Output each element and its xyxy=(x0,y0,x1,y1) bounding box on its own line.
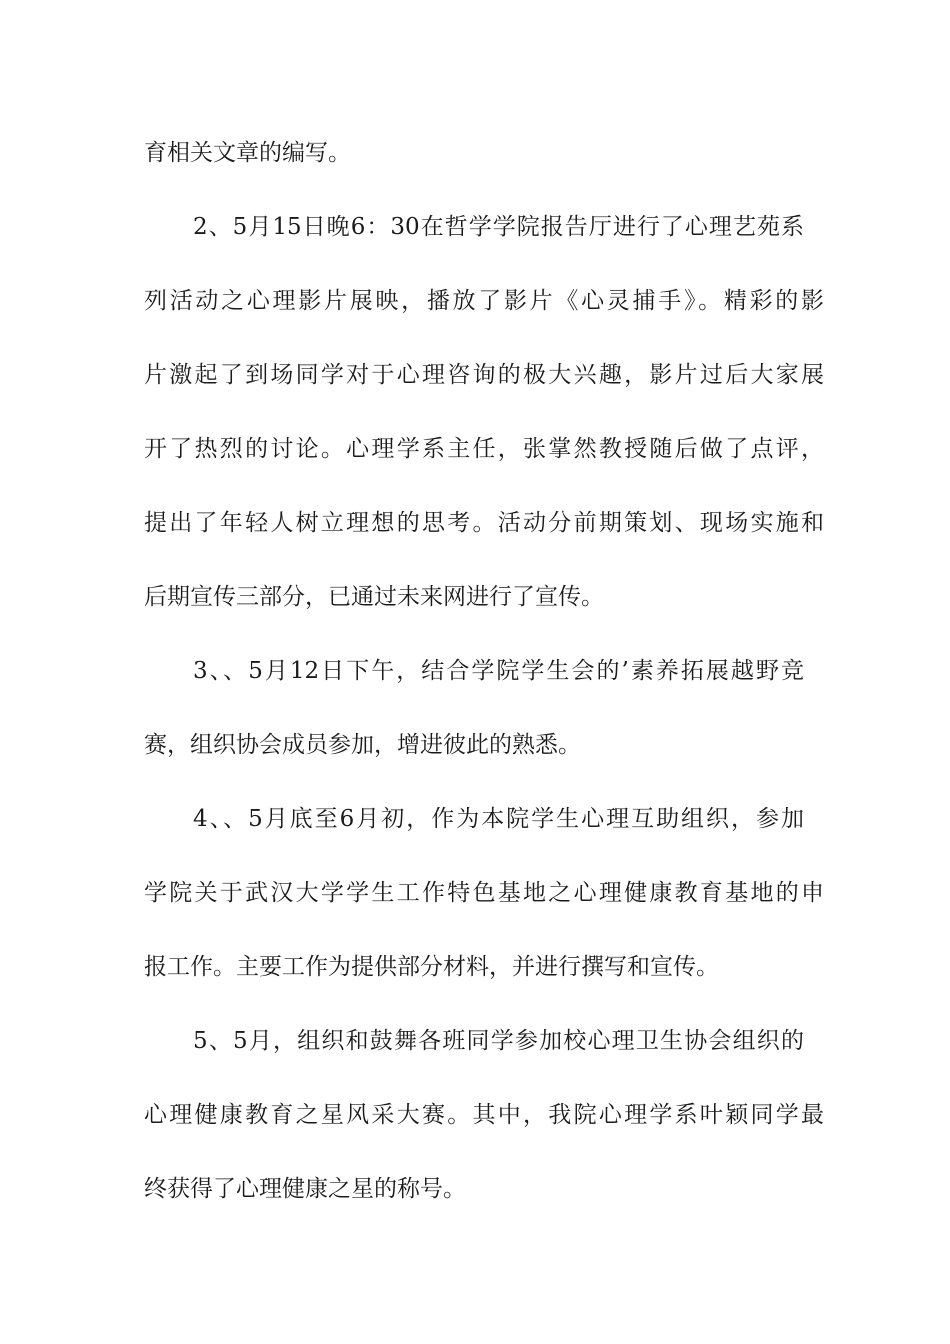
paragraph-2-line-5: 提出了年轻人树立理想的思考。活动分前期策划、现场实施和 xyxy=(144,510,824,536)
paragraph-4-line-1: 4、、5月底至6月初，作为本院学生心理互助组织，参加 xyxy=(193,806,804,832)
paragraph-5-line-2: 心理健康教育之星风采大赛。其中，我院心理学系叶颖同学最 xyxy=(144,1102,824,1128)
paragraph-4-line-2: 学院关于武汉大学学生工作特色基地之心理健康教育基地的申 xyxy=(144,880,824,906)
paragraph-2-line-2: 列活动之心理影片展映，播放了影片《心灵捕手》。精彩的影 xyxy=(144,288,824,314)
paragraph-5-line-3: 终获得了心理健康之星的称号。 xyxy=(144,1176,466,1202)
paragraph-1-line-1: 育相关文章的编写。 xyxy=(144,140,351,166)
paragraph-3-line-2: 赛，组织协会成员参加，增进彼此的熟悉。 xyxy=(144,732,581,758)
paragraph-5-line-1: 5、5月，组织和鼓舞各班同学参加校心理卫生协会组织的 xyxy=(193,1028,804,1054)
paragraph-2-line-4: 开了热烈的讨论。心理学系主任，张掌然教授随后做了点评， xyxy=(144,436,824,462)
paragraph-3-line-1: 3、、5月12日下午，结合学院学生会的’素养拓展越野竞 xyxy=(193,658,804,684)
paragraph-2-line-1: 2、5月15日晚6：30在哲学学院报告厅进行了心理艺苑系 xyxy=(193,214,804,240)
paragraph-2-line-3: 片激起了到场同学对于心理咨询的极大兴趣，影片过后大家展 xyxy=(144,362,824,388)
paragraph-4-line-3: 报工作。主要工作为提供部分材料，并进行撰写和宣传。 xyxy=(144,954,719,980)
paragraph-2-line-6: 后期宣传三部分，已通过未来网进行了宣传。 xyxy=(144,584,604,610)
